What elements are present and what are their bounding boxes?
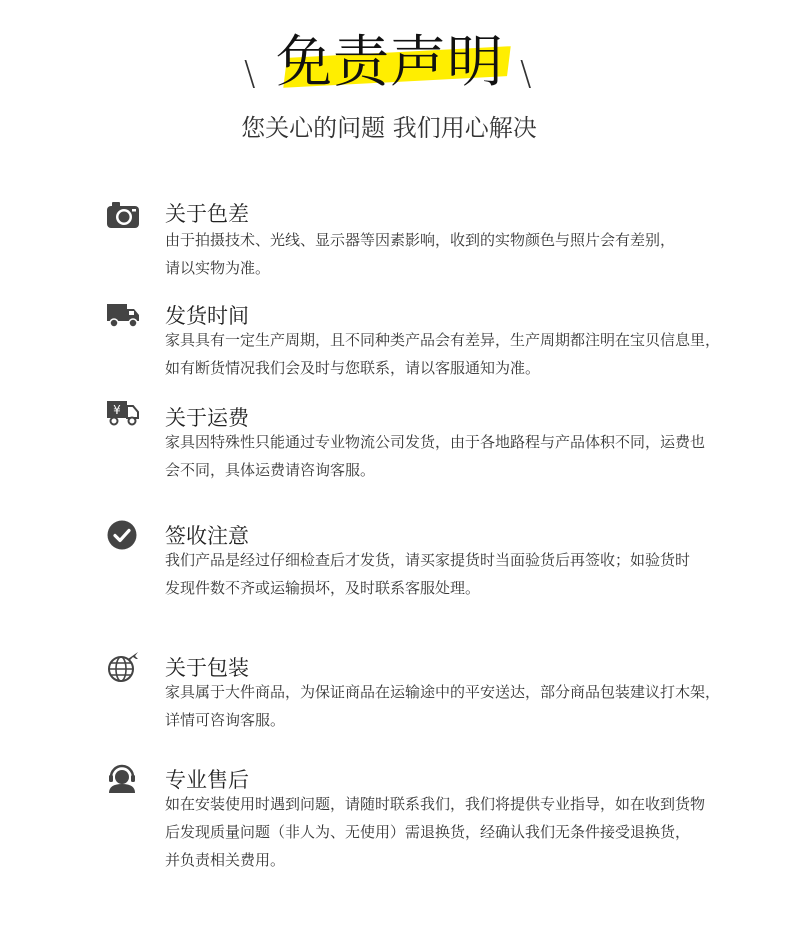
section-line: 详情可咨询客服。: [165, 711, 286, 729]
section-title: 关于色差: [165, 202, 249, 226]
header: [0, 0, 790, 160]
truck-icon: [106, 300, 140, 330]
section-title: 签收注意: [165, 524, 249, 548]
shipping-fee-truck-icon: [106, 400, 140, 428]
section-body: [165, 226, 725, 282]
section-line: 并负责相关费用。: [165, 851, 286, 869]
section-line: 发现件数不齐或运输损坏，及时联系客服处理。: [165, 579, 481, 597]
page-title: 免责声明: [276, 30, 504, 95]
customer-service-icon: [106, 762, 138, 794]
section-line: 家具因特殊性只能通过专业物流公司发货，由于各地路程与产品体积不同，运费也: [165, 433, 706, 451]
section-title: 关于运费: [165, 406, 249, 430]
title-slash-right: \: [520, 54, 532, 94]
section-line: 如在安装使用时遇到问题，请随时联系我们，我们将提供专业指导，如在收到货物: [165, 795, 706, 813]
section-line: 家具具有一定生产周期，且不同种类产品会有差异，生产周期都注明在宝贝信息里，: [165, 331, 721, 349]
section-body: [165, 546, 725, 602]
section-line: 我们产品是经过仔细检查后才发货，请买家提货时当面验货后再签收；如验货时: [165, 551, 691, 569]
section-body: [165, 790, 725, 874]
camera-icon: [106, 198, 140, 232]
yen-sign: ¥: [113, 403, 121, 417]
section-line: 家具属于大件商品，为保证商品在运输途中的平安送达，部分商品包装建议打木架，: [165, 683, 721, 701]
globe-plane-icon: [106, 650, 140, 684]
section-body: [165, 326, 725, 382]
section-title: 关于包装: [165, 656, 249, 680]
section-body: [165, 678, 725, 734]
page-subtitle-text: 您关心的问题 我们用心解决: [241, 114, 537, 142]
page-subtitle: [0, 108, 790, 143]
section-line: 请以实物为准。: [165, 259, 271, 277]
section-line: 会不同，具体运费请咨询客服。: [165, 461, 376, 479]
section-line: 后发现质量问题（非人为、无使用）需退换货，经确认我们无条件接受退换货，: [165, 823, 691, 841]
section-title: 专业售后: [165, 768, 249, 792]
section-line: 如有断货情况我们会及时与您联系，请以客服通知为准。: [165, 359, 541, 377]
section-line: 由于拍摄技术、光线、显示器等因素影响，收到的实物颜色与照片会有差别，: [165, 231, 676, 249]
checkmark-circle-icon: [107, 520, 137, 550]
section-body: [165, 428, 725, 484]
section-title: 发货时间: [165, 304, 249, 328]
title-slash-left: \: [244, 54, 256, 94]
